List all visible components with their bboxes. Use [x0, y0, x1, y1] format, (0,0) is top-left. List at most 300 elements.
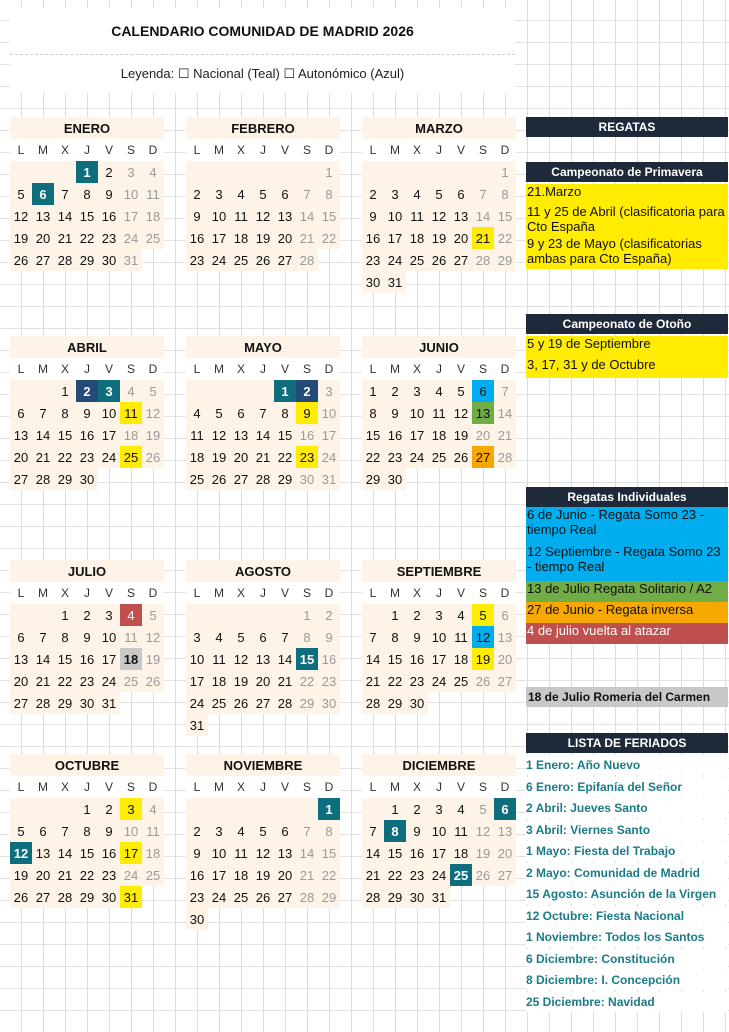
empty-cell: [472, 468, 494, 490]
empty-cell: [472, 692, 494, 714]
day-cell: 4: [406, 183, 428, 205]
empty-cell: [362, 604, 384, 626]
day-cell: 9: [296, 402, 318, 424]
weekday-label: M: [384, 582, 406, 604]
weekday-label: L: [362, 358, 384, 380]
empty-cell: [274, 798, 296, 820]
empty-cell: [142, 468, 164, 490]
weekday-label: V: [450, 776, 472, 798]
feriado-item: 2 Abril: Jueves Santo: [526, 798, 728, 818]
weekday-label: X: [54, 139, 76, 161]
week-row: [186, 670, 340, 692]
weekday-label: J: [428, 582, 450, 604]
week-row: [362, 648, 516, 670]
week-row: [362, 183, 516, 205]
day-cell: 23: [186, 249, 208, 271]
day-cell: 16: [76, 424, 98, 446]
day-cell: 13: [32, 842, 54, 864]
month-febrero: [186, 117, 340, 271]
day-cell: 14: [494, 402, 516, 424]
day-cell: 10: [208, 842, 230, 864]
day-cell: 28: [252, 468, 274, 490]
weekday-label: V: [274, 776, 296, 798]
month-name: JUNIO: [362, 336, 516, 358]
weekday-label: J: [252, 139, 274, 161]
week-row: [362, 227, 516, 249]
day-cell: 21: [32, 670, 54, 692]
weekday-label: M: [32, 139, 54, 161]
empty-cell: [186, 604, 208, 626]
day-cell: 15: [318, 205, 340, 227]
empty-cell: [252, 161, 274, 183]
day-cell: 6: [10, 402, 32, 424]
day-cell: 10: [120, 820, 142, 842]
day-cell: 2: [406, 798, 428, 820]
day-cell: 23: [76, 670, 98, 692]
weekday-header: [362, 358, 516, 380]
day-cell: 13: [472, 402, 494, 424]
day-cell: 31: [186, 714, 208, 736]
week-row: [186, 820, 340, 842]
day-cell: 19: [142, 648, 164, 670]
day-cell: 27: [32, 886, 54, 908]
day-cell: 14: [296, 842, 318, 864]
day-cell: 12: [10, 842, 32, 864]
day-cell: 18: [142, 842, 164, 864]
day-cell: 1: [54, 380, 76, 402]
day-cell: 4: [450, 798, 472, 820]
weekday-label: L: [362, 139, 384, 161]
day-cell: 6: [230, 402, 252, 424]
day-cell: 21: [296, 864, 318, 886]
day-cell: 12: [472, 820, 494, 842]
day-cell: 1: [318, 798, 340, 820]
day-cell: 14: [362, 648, 384, 670]
day-cell: 18: [142, 205, 164, 227]
month-junio: [362, 336, 516, 490]
day-cell: 30: [98, 886, 120, 908]
day-cell: 9: [186, 205, 208, 227]
feriado-item: 6 Diciembre: Constitución: [526, 949, 728, 969]
weekday-label: D: [142, 358, 164, 380]
day-cell: 29: [296, 692, 318, 714]
day-cell: 16: [186, 227, 208, 249]
day-cell: 14: [472, 205, 494, 227]
empty-cell: [450, 886, 472, 908]
weekday-label: S: [296, 582, 318, 604]
week-row: [362, 604, 516, 626]
otono-header: Campeonato de Otoño: [526, 314, 728, 334]
day-cell: 21: [362, 670, 384, 692]
day-cell: 18: [120, 648, 142, 670]
weekday-header: [362, 776, 516, 798]
empty-cell: [230, 714, 252, 736]
empty-cell: [428, 271, 450, 293]
day-cell: 16: [406, 648, 428, 670]
day-cell: 26: [450, 446, 472, 468]
feriado-item: 1 Noviembre: Todos los Santos: [526, 927, 728, 947]
empty-cell: [120, 468, 142, 490]
day-cell: 29: [274, 468, 296, 490]
week-row: [362, 626, 516, 648]
weekday-label: L: [10, 582, 32, 604]
weekday-label: M: [384, 776, 406, 798]
day-cell: 20: [472, 424, 494, 446]
empty-cell: [10, 798, 32, 820]
day-cell: 9: [318, 626, 340, 648]
weekday-label: M: [208, 358, 230, 380]
day-cell: 11: [142, 820, 164, 842]
empty-cell: [494, 886, 516, 908]
day-cell: 29: [54, 692, 76, 714]
day-cell: 15: [274, 424, 296, 446]
day-cell: 20: [274, 227, 296, 249]
day-cell: 15: [54, 424, 76, 446]
week-row: [186, 468, 340, 490]
day-cell: 22: [76, 864, 98, 886]
feriados-header: LISTA DE FERIADOS: [526, 733, 728, 753]
empty-cell: [208, 798, 230, 820]
empty-cell: [230, 604, 252, 626]
day-cell: 17: [98, 648, 120, 670]
weekday-label: M: [208, 139, 230, 161]
day-cell: 13: [32, 205, 54, 227]
week-row: [186, 648, 340, 670]
empty-cell: [208, 161, 230, 183]
day-cell: 22: [54, 670, 76, 692]
week-row: [10, 604, 164, 626]
week-row: [10, 227, 164, 249]
empty-cell: [32, 798, 54, 820]
day-cell: 14: [274, 648, 296, 670]
day-cell: 31: [384, 271, 406, 293]
weekday-label: D: [318, 139, 340, 161]
empty-cell: [318, 249, 340, 271]
month-enero: [10, 117, 164, 271]
empty-cell: [186, 798, 208, 820]
empty-cell: [274, 161, 296, 183]
day-cell: 15: [384, 648, 406, 670]
week-row: [186, 798, 340, 820]
day-cell: 19: [252, 227, 274, 249]
day-cell: 15: [318, 842, 340, 864]
day-cell: 26: [208, 468, 230, 490]
empty-cell: [384, 161, 406, 183]
empty-cell: [186, 161, 208, 183]
day-cell: 19: [472, 648, 494, 670]
week-row: [362, 161, 516, 183]
day-cell: 13: [274, 205, 296, 227]
weekday-label: S: [120, 776, 142, 798]
day-cell: 23: [406, 670, 428, 692]
day-cell: 28: [54, 249, 76, 271]
day-cell: 7: [32, 402, 54, 424]
weekday-label: V: [98, 582, 120, 604]
day-cell: 22: [76, 227, 98, 249]
day-cell: 25: [428, 446, 450, 468]
day-cell: 8: [76, 183, 98, 205]
week-row: [186, 446, 340, 468]
day-cell: 28: [296, 886, 318, 908]
weekday-label: S: [120, 139, 142, 161]
day-cell: 1: [274, 380, 296, 402]
day-cell: 17: [428, 648, 450, 670]
empty-cell: [406, 271, 428, 293]
week-row: [10, 249, 164, 271]
day-cell: 29: [362, 468, 384, 490]
day-cell: 12: [472, 626, 494, 648]
day-cell: 29: [76, 886, 98, 908]
day-cell: 23: [186, 886, 208, 908]
week-row: [10, 820, 164, 842]
week-row: [10, 446, 164, 468]
empty-cell: [142, 886, 164, 908]
day-cell: 4: [186, 402, 208, 424]
weekday-label: J: [428, 358, 450, 380]
empty-cell: [208, 908, 230, 930]
weekday-header: [10, 139, 164, 161]
weekday-label: S: [120, 582, 142, 604]
day-cell: 5: [472, 798, 494, 820]
day-cell: 17: [318, 424, 340, 446]
day-cell: 28: [32, 468, 54, 490]
month-name: OCTUBRE: [10, 754, 164, 776]
day-cell: 23: [384, 446, 406, 468]
legend: Leyenda: ☐ Nacional (Teal) ☐ Autonómico (Azul): [10, 55, 515, 93]
day-cell: 19: [10, 227, 32, 249]
day-cell: 13: [450, 205, 472, 227]
day-cell: 3: [120, 161, 142, 183]
day-cell: 18: [120, 424, 142, 446]
day-cell: 23: [362, 249, 384, 271]
empty-cell: [494, 468, 516, 490]
day-cell: 27: [10, 692, 32, 714]
day-cell: 23: [76, 446, 98, 468]
day-cell: 9: [76, 626, 98, 648]
day-cell: 9: [406, 626, 428, 648]
day-cell: 16: [318, 648, 340, 670]
empty-cell: [252, 604, 274, 626]
day-cell: 6: [252, 626, 274, 648]
week-row: [10, 183, 164, 205]
day-cell: 17: [406, 424, 428, 446]
weekday-label: X: [54, 358, 76, 380]
day-cell: 4: [120, 380, 142, 402]
day-cell: 5: [428, 183, 450, 205]
day-cell: 2: [76, 380, 98, 402]
day-cell: 8: [76, 820, 98, 842]
day-cell: 16: [98, 205, 120, 227]
day-cell: 17: [384, 227, 406, 249]
weekday-label: J: [252, 582, 274, 604]
day-cell: 19: [252, 864, 274, 886]
week-row: [362, 205, 516, 227]
weekday-label: J: [76, 358, 98, 380]
month-abril: [10, 336, 164, 490]
weekday-label: X: [406, 582, 428, 604]
empty-cell: [186, 380, 208, 402]
day-cell: 2: [98, 798, 120, 820]
day-cell: 24: [120, 227, 142, 249]
month-name: ABRIL: [10, 336, 164, 358]
day-cell: 7: [296, 820, 318, 842]
week-row: [362, 864, 516, 886]
individual-item: 4 de julio vuelta al atazar: [526, 623, 728, 644]
empty-cell: [428, 692, 450, 714]
day-cell: 15: [76, 842, 98, 864]
day-cell: 29: [76, 249, 98, 271]
day-cell: 6: [274, 820, 296, 842]
weekday-label: L: [10, 139, 32, 161]
day-cell: 24: [98, 446, 120, 468]
day-cell: 8: [362, 402, 384, 424]
feriado-item: 15 Agosto: Asunción de la Virgen: [526, 884, 728, 904]
day-cell: 11: [406, 205, 428, 227]
day-cell: 30: [76, 468, 98, 490]
week-row: [186, 227, 340, 249]
day-cell: 4: [142, 798, 164, 820]
day-cell: 13: [10, 424, 32, 446]
individuales-header: Regatas Individuales: [526, 487, 728, 507]
individual-item: 27 de Junio - Regata inversa: [526, 602, 728, 623]
day-cell: 2: [186, 183, 208, 205]
day-cell: 27: [274, 886, 296, 908]
month-name: JULIO: [10, 560, 164, 582]
week-row: [10, 648, 164, 670]
day-cell: 28: [362, 692, 384, 714]
day-cell: 28: [494, 446, 516, 468]
empty-cell: [10, 380, 32, 402]
day-cell: 30: [98, 249, 120, 271]
otono-item: 3, 17, 31 y de Octubre: [526, 357, 728, 378]
empty-cell: [428, 161, 450, 183]
day-cell: 11: [450, 820, 472, 842]
day-cell: 12: [252, 205, 274, 227]
week-row: [10, 670, 164, 692]
week-row: [362, 271, 516, 293]
day-cell: 15: [362, 424, 384, 446]
weekday-label: L: [186, 358, 208, 380]
weekday-header: [186, 358, 340, 380]
day-cell: 31: [98, 692, 120, 714]
weekday-label: S: [296, 139, 318, 161]
empty-cell: [472, 886, 494, 908]
day-cell: 25: [142, 227, 164, 249]
weekday-label: L: [10, 358, 32, 380]
weekday-label: D: [494, 358, 516, 380]
weekday-label: M: [32, 358, 54, 380]
week-row: [10, 886, 164, 908]
week-row: [10, 692, 164, 714]
day-cell: 19: [428, 227, 450, 249]
week-row: [186, 424, 340, 446]
day-cell: 29: [384, 886, 406, 908]
empty-cell: [142, 249, 164, 271]
day-cell: 1: [54, 604, 76, 626]
weekday-header: [186, 139, 340, 161]
day-cell: 18: [450, 842, 472, 864]
primavera-item: 9 y 23 de Mayo (clasificatorias ambas para Cto España): [526, 236, 728, 269]
day-cell: 24: [428, 864, 450, 886]
week-row: [10, 424, 164, 446]
week-row: [186, 205, 340, 227]
day-cell: 25: [186, 468, 208, 490]
day-cell: 31: [318, 468, 340, 490]
day-cell: 17: [120, 205, 142, 227]
day-cell: 7: [472, 183, 494, 205]
day-cell: 25: [120, 670, 142, 692]
day-cell: 10: [384, 205, 406, 227]
day-cell: 10: [186, 648, 208, 670]
page-title: CALENDARIO COMUNIDAD DE MADRID 2026: [10, 8, 515, 55]
day-cell: 20: [32, 864, 54, 886]
empty-cell: [252, 908, 274, 930]
day-cell: 27: [252, 692, 274, 714]
day-cell: 21: [362, 864, 384, 886]
day-cell: 5: [230, 626, 252, 648]
empty-cell: [208, 714, 230, 736]
weekday-label: L: [186, 776, 208, 798]
day-cell: 24: [406, 446, 428, 468]
empty-cell: [296, 798, 318, 820]
empty-cell: [208, 604, 230, 626]
weekday-label: M: [384, 358, 406, 380]
day-cell: 12: [142, 626, 164, 648]
day-cell: 12: [428, 205, 450, 227]
day-cell: 14: [32, 424, 54, 446]
day-cell: 20: [252, 670, 274, 692]
weekday-label: L: [10, 776, 32, 798]
day-cell: 26: [472, 864, 494, 886]
empty-cell: [10, 161, 32, 183]
weekday-label: X: [406, 776, 428, 798]
week-row: [186, 692, 340, 714]
day-cell: 20: [10, 446, 32, 468]
day-cell: 22: [384, 864, 406, 886]
weekday-header: [362, 139, 516, 161]
day-cell: 19: [450, 424, 472, 446]
day-cell: 25: [406, 249, 428, 271]
weekday-header: [10, 582, 164, 604]
empty-cell: [230, 908, 252, 930]
day-cell: 16: [76, 648, 98, 670]
week-row: [362, 798, 516, 820]
day-cell: 2: [362, 183, 384, 205]
weekday-header: [362, 582, 516, 604]
empty-cell: [208, 380, 230, 402]
empty-cell: [296, 714, 318, 736]
day-cell: 22: [318, 864, 340, 886]
day-cell: 3: [208, 820, 230, 842]
month-name: ENERO: [10, 117, 164, 139]
day-cell: 30: [76, 692, 98, 714]
weekday-label: S: [296, 776, 318, 798]
day-cell: 7: [54, 820, 76, 842]
day-cell: 13: [10, 648, 32, 670]
weekday-label: J: [252, 776, 274, 798]
day-cell: 23: [98, 864, 120, 886]
day-cell: 7: [494, 380, 516, 402]
day-cell: 5: [252, 820, 274, 842]
month-diciembre: [362, 754, 516, 908]
empty-cell: [252, 798, 274, 820]
primavera-header: Campeonato de Primavera: [526, 162, 728, 182]
day-cell: 29: [384, 692, 406, 714]
weekday-label: S: [472, 776, 494, 798]
weekday-label: X: [230, 139, 252, 161]
day-cell: 8: [494, 183, 516, 205]
day-cell: 6: [32, 820, 54, 842]
